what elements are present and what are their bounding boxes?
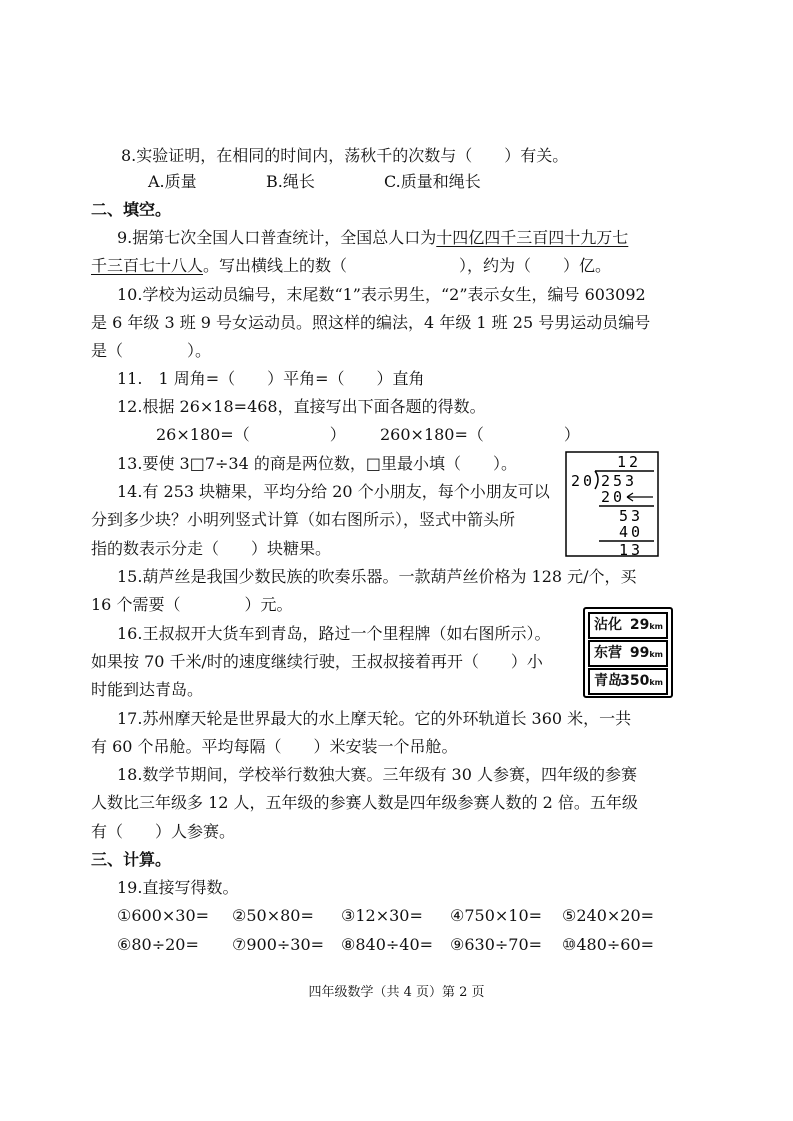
milestone-distance: 350 [620, 673, 650, 689]
page-footer: 四年级数学（共 4 页）第 2 页 [308, 985, 485, 1000]
division-dividend: 253 [601, 472, 638, 490]
q8-option-c: C.质量和绳长 [384, 172, 481, 191]
question-9-line-2 [91, 255, 611, 277]
calc-item-6: ⑥80÷20= [117, 935, 199, 954]
milestone-unit: km [649, 678, 663, 687]
milestone-place: 青岛 [594, 673, 622, 689]
question-15-line-1: 15.葫芦丝是我国少数民族的吹奏乐器。一款葫芦丝价格为 128 元/个，买 [117, 567, 637, 586]
question-19-stem: 19.直接写得数。 [117, 878, 239, 897]
milestone-distance: 29 [629, 617, 650, 633]
question-9-line-1 [117, 227, 628, 249]
question-18-line-3: 有（ ）人参赛。 [91, 822, 236, 841]
q9-text-2: 。写出横线上的数（ ），约为（ ）亿。 [203, 256, 612, 275]
q8-option-b: B.绳长 [266, 172, 315, 191]
q12-part-a: 26×180=（ ） [156, 425, 346, 444]
question-16-line-3: 时能到达青岛。 [91, 680, 204, 699]
q9-underlined-number-part-1: 十四亿四千三百四十九万七 [436, 228, 629, 247]
milestone-place: 东营 [594, 645, 622, 661]
question-17-line-2: 有 60 个吊舱。平均每隔（ ）米安装一个吊舱。 [91, 737, 458, 756]
calc-item-1: ①600×30= [117, 906, 210, 925]
q12-part-b: 260×180=（ ） [380, 425, 580, 444]
question-14-line-1: 14.有 253 块糖果，平均分给 20 个小朋友，每个小朋友可以 [117, 482, 550, 501]
milestone-zhanhua [588, 612, 668, 639]
question-16-line-2: 如果按 70 千米/时的速度继续行驶，王叔叔接着再开（ ）小 [91, 652, 543, 671]
question-15-line-2: 16 个需要（ ）元。 [91, 595, 293, 614]
question-18-line-1: 18.数学节期间，学校举行数独大赛。三年级有 30 人参赛，四年级的参赛 [117, 765, 637, 784]
division-remainder: 13 [619, 541, 644, 557]
q9-text: 9.据第七次全国人口普查统计，全国总人口为 [117, 228, 437, 247]
milestone-qingdao [588, 668, 668, 695]
milestone-unit: km [649, 622, 663, 631]
milestone-dongying [588, 640, 668, 667]
milestone-unit: km [649, 650, 663, 659]
long-division-figure [565, 451, 659, 557]
calc-item-5: ⑤240×20= [562, 906, 655, 925]
division-remainder-1: 53 [619, 507, 644, 525]
calc-item-9: ⑨630÷70= [450, 935, 543, 954]
calc-item-7: ⑦900÷30= [232, 935, 325, 954]
question-18-line-2: 人数比三年级多 12 人，五年级的参赛人数是四年级参赛人数的 2 倍。五年级 [91, 793, 638, 812]
calc-item-4: ④750×10= [450, 906, 543, 925]
calc-item-3: ③12×30= [341, 906, 423, 925]
division-step-2: 40 [619, 523, 644, 541]
milestone-sign-board [583, 607, 673, 698]
division-step-1: 20 [601, 488, 626, 506]
calc-item-8: ⑧840÷40= [341, 935, 434, 954]
question-10-line-2: 是 6 年级 3 班 9 号女运动员。照这样的编法，4 年级 1 班 25 号男运动员编号 [91, 313, 651, 332]
division-divisor: 20 [571, 472, 596, 490]
question-10-line-1: 10.学校为运动员编号，末尾数“1”表示男生，“2”表示女生，编号 603092 [117, 285, 646, 304]
question-11: 11. 1 周角=（ ）平角=（ ）直角 [117, 369, 425, 388]
question-10-line-3: 是（ ）。 [91, 341, 212, 360]
question-17-line-1: 17.苏州摩天轮是世界最大的水上摩天轮。它的外环轨道长 360 米，一共 [117, 709, 632, 728]
question-8-stem: 8.实验证明，在相同的时间内，荡秋千的次数与（ ）有关。 [121, 146, 569, 165]
q8-option-a: A.质量 [148, 172, 197, 191]
milestone-distance: 99 [629, 645, 650, 661]
question-12-stem: 12.根据 26×18=468，直接写出下面各题的得数。 [117, 397, 486, 416]
milestone-place: 沾化 [594, 617, 622, 633]
division-quotient: 12 [617, 453, 642, 471]
calc-item-10: ⑩480÷60= [562, 935, 655, 954]
calc-item-2: ②50×80= [232, 906, 314, 925]
section-2-title: 二、填空。 [91, 200, 172, 219]
q9-underlined-number-part-2: 千三百七十八人 [91, 256, 204, 275]
question-13: 13.要使 3□7÷34 的商是两位数，□里最小填（ ）。 [117, 454, 517, 473]
question-16-line-1: 16.王叔叔开大货车到青岛，路过一个里程牌（如右图所示）。 [117, 624, 551, 643]
section-3-title: 三、计算。 [91, 850, 172, 869]
question-14-line-2: 分到多少块？小明列竖式计算（如右图所示），竖式中箭头所 [91, 510, 516, 529]
question-14-line-3: 指的数表示分走（ ）块糖果。 [91, 539, 332, 558]
